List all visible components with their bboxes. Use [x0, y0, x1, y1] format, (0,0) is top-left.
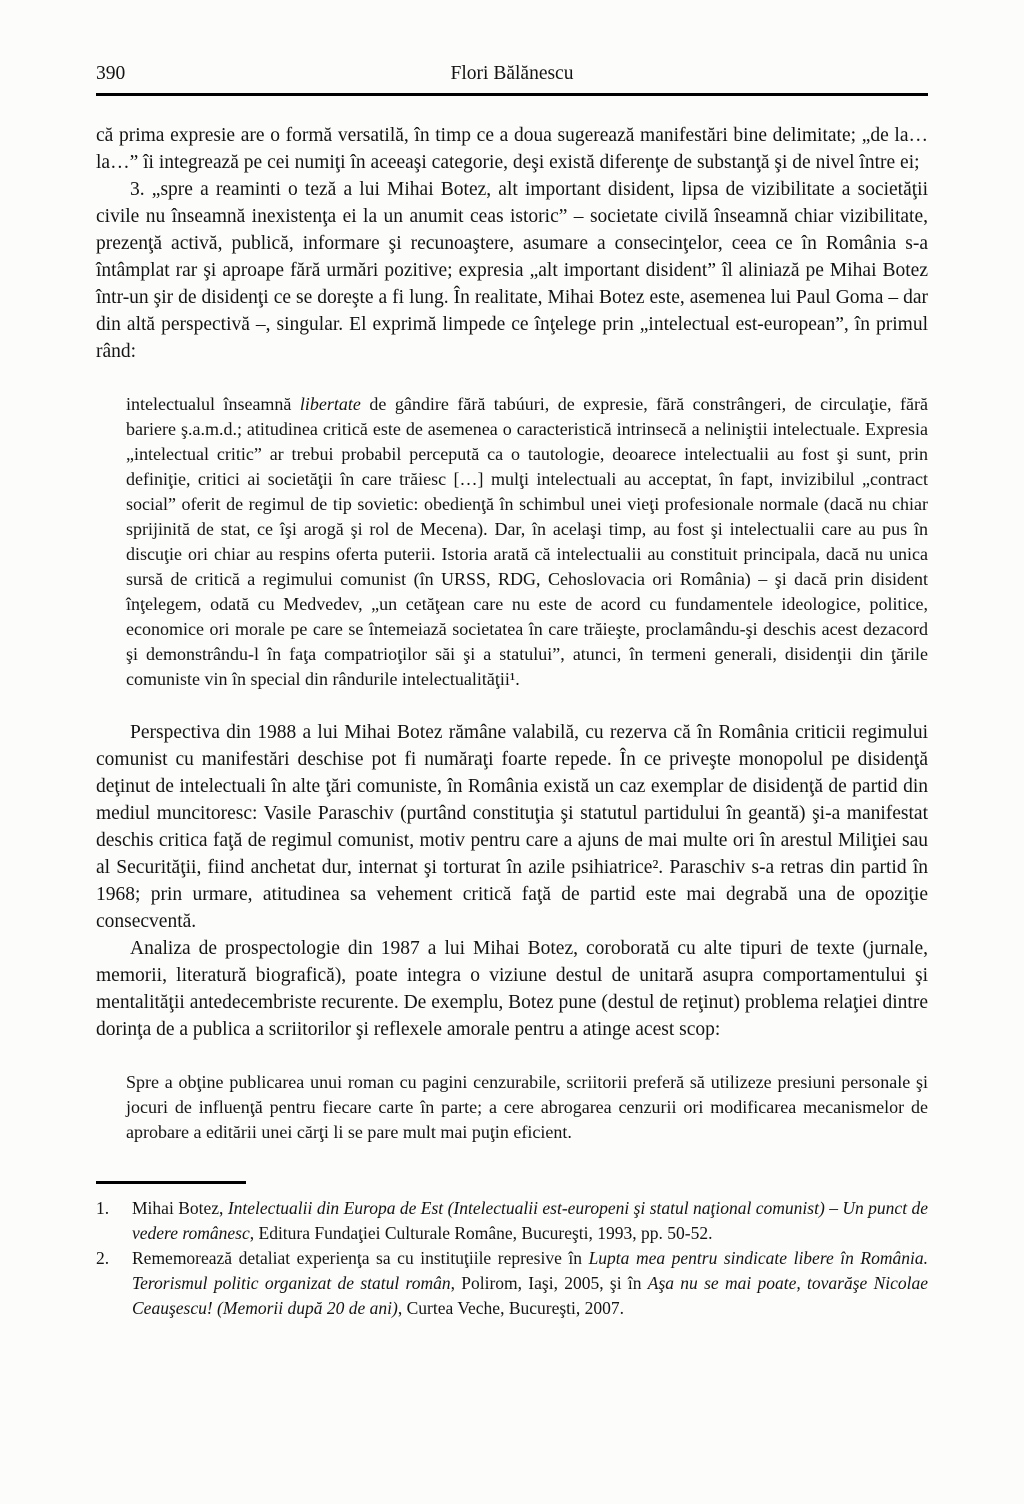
- footnotes-section: [96, 1181, 928, 1321]
- header-rule: [96, 93, 928, 96]
- paragraph-analiza: Analiza de prospectologie din 1987 a lui Mihai Botez, coroborată cu alte tipuri de texte (jurnale, memorii, literatură biografică), poate integra o viziune destul de unitară asupra comportamentului şi mentalităţii antedecembriste recurente. De exemplu, Botez pune (destul de reţinut) problema relaţiei dintre dorinţa de a publica a scriitorilor şi reflexele amorale pentru a atinge acest scop:: [96, 938, 928, 1040]
- footnote-2: [96, 1246, 928, 1321]
- footnote-1: [96, 1196, 928, 1246]
- footnote-text: Rememorează detaliat experienţa sa cu instituţiile represive în Lupta mea pentru sindicate libere în România. Terorismul politic organizat de statul român, Polirom, Iaşi, 2005, şi în Aşa nu se mai poate, tovarăşe Nicolae Ceauşescu! (Memorii după 20 de ani), Curtea Veche, Bucureşti, 2007.: [132, 1248, 929, 1318]
- paragraph-continuation: că prima expresie are o formă versatilă, în timp ce a doua sugerează manifestări bine delimitate; „de la… la…” îi integrează pe cei numiţi în aceeaşi categorie, deşi există diferenţe de substanţă şi de nivel între ei;: [96, 125, 928, 173]
- paragraph-item-3: 3. „spre a reaminti o teză a lui Mihai Botez, alt important disident, lipsa de vizibilitate a societăţii civile nu înseamnă inexistenţa ei la un anumit ceas istoric” – societate civilă înseamnă chiar vizibilitate, prezenţă activă, publică, informare şi recunoaştere, asumare a consecinţelor, ceea ce în România s-a întâmplat rar şi aproape fără urmări pozitive; expresia „alt important disident” îl aliniază pe Mihai Botez într-un şir de disidenţi ce se doreşte a fi lung. În realitate, Mihai Botez este, asemenea lui Paul Goma – dar din altă perspectivă –, singular. El exprimă limpede ce înţelege prin „intelectual est-european”, în primul rând:: [96, 179, 928, 362]
- paragraph-perspectiva: Perspectiva din 1988 a lui Mihai Botez rămâne valabilă, cu rezerva că în România criticii regimului comunist cu manifestări deschise pot fi număraţi foarte repede. În ce priveşte monopolul pe disidenţă deţinut de intelectuali în alte ţări comuniste, în România există un caz exemplar de disidenţă de partid din mediul muncitoresc: Vasile Paraschiv (purtând constituţia şi statutul partidului în geantă) şi-a manifestat deschis critica faţă de regimul comunist, motiv pentru care a ajuns de mai multe ori în arestul Miliţiei sau al Securităţii, fiind anchetat dur, internat şi torturat în azile psihiatrice². Paraschiv s-a retras din partid în 1968; prin urmare, atitudinea sa vehement critică faţă de partid este mai degrabă una de opoziţie consecventă.: [96, 722, 928, 932]
- footnote-number: 2.: [96, 1248, 110, 1268]
- block-quote-publicare: Spre a obţine publicarea unui roman cu pagini cenzurabile, scriitorii preferă să utilizeze presiuni personale şi jocuri de influenţă pentru fiecare carte în parte; a cere abrogarea cenzurii ori modificarea mecanismelor de aprobare a editării unei cărţi li se pare mult mai puţin eficient.: [126, 1072, 928, 1142]
- block-quote-botez: intelectualul înseamnă libertate de gândire fără tabúuri, de expresie, fără constrângeri, de circulaţie, fără bariere ş.a.m.d.; atitudinea critică este de asemenea o caracteristică intrinsecă a neliniştii intelectuale. Expresia „intelectual critic” ar trebui probabil percepută ca o tautologie, deoarece intelectualii au fost şi sunt, prin definiţie, critici ai societăţii în care trăiesc […] mulţi intelectuali au acceptat, în fapt, invizibilul „contract social” oferit de regimul de tip sovietic: obedienţă în schimbul unei vieţi profesionale normale (dacă nu chiar sprijinită de stat, ce îşi arogă şi rol de Mecena). Dar, în acelaşi timp, au fost şi intelectualii care au pus în discuţie ori chiar au respins oferta puterii. Istoria arată că intelectualii au constituit principala, dacă nu unica sursă de critică a regimului comunist (în URSS, RDG, Cehoslovacia ori România) – şi dacă prin disident înţelegem, odată cu Medvedev, „un cetăţean care nu este de acord cu fundamentele ideologice, politice, economice ori morale pe care se întemeiază societatea în care trăieşte, proclamându-şi deschis acest dezacord şi demonstrându-l în faţa compatrioţilor săi şi a statului”, atunci, în termeni generali, disidenţii din ţările comuniste vin în special din rândurile intelectualităţii¹.: [126, 394, 929, 689]
- footnote-number: 1.: [96, 1198, 110, 1218]
- footnote-rule: [96, 1181, 246, 1184]
- page-header: [96, 62, 928, 96]
- running-head: Flori Bălănescu: [450, 63, 574, 84]
- page-content: [96, 122, 928, 1321]
- page-number: 390: [96, 63, 126, 84]
- footnote-text: Mihai Botez, Intelectualii din Europa de Est (Intelectualii est-europeni şi statul naţional comunist) – Un punct de vedere românesc, Editura Fundaţiei Culturale Române, Bucureşti, 1993, pp. 50-52.: [132, 1198, 929, 1243]
